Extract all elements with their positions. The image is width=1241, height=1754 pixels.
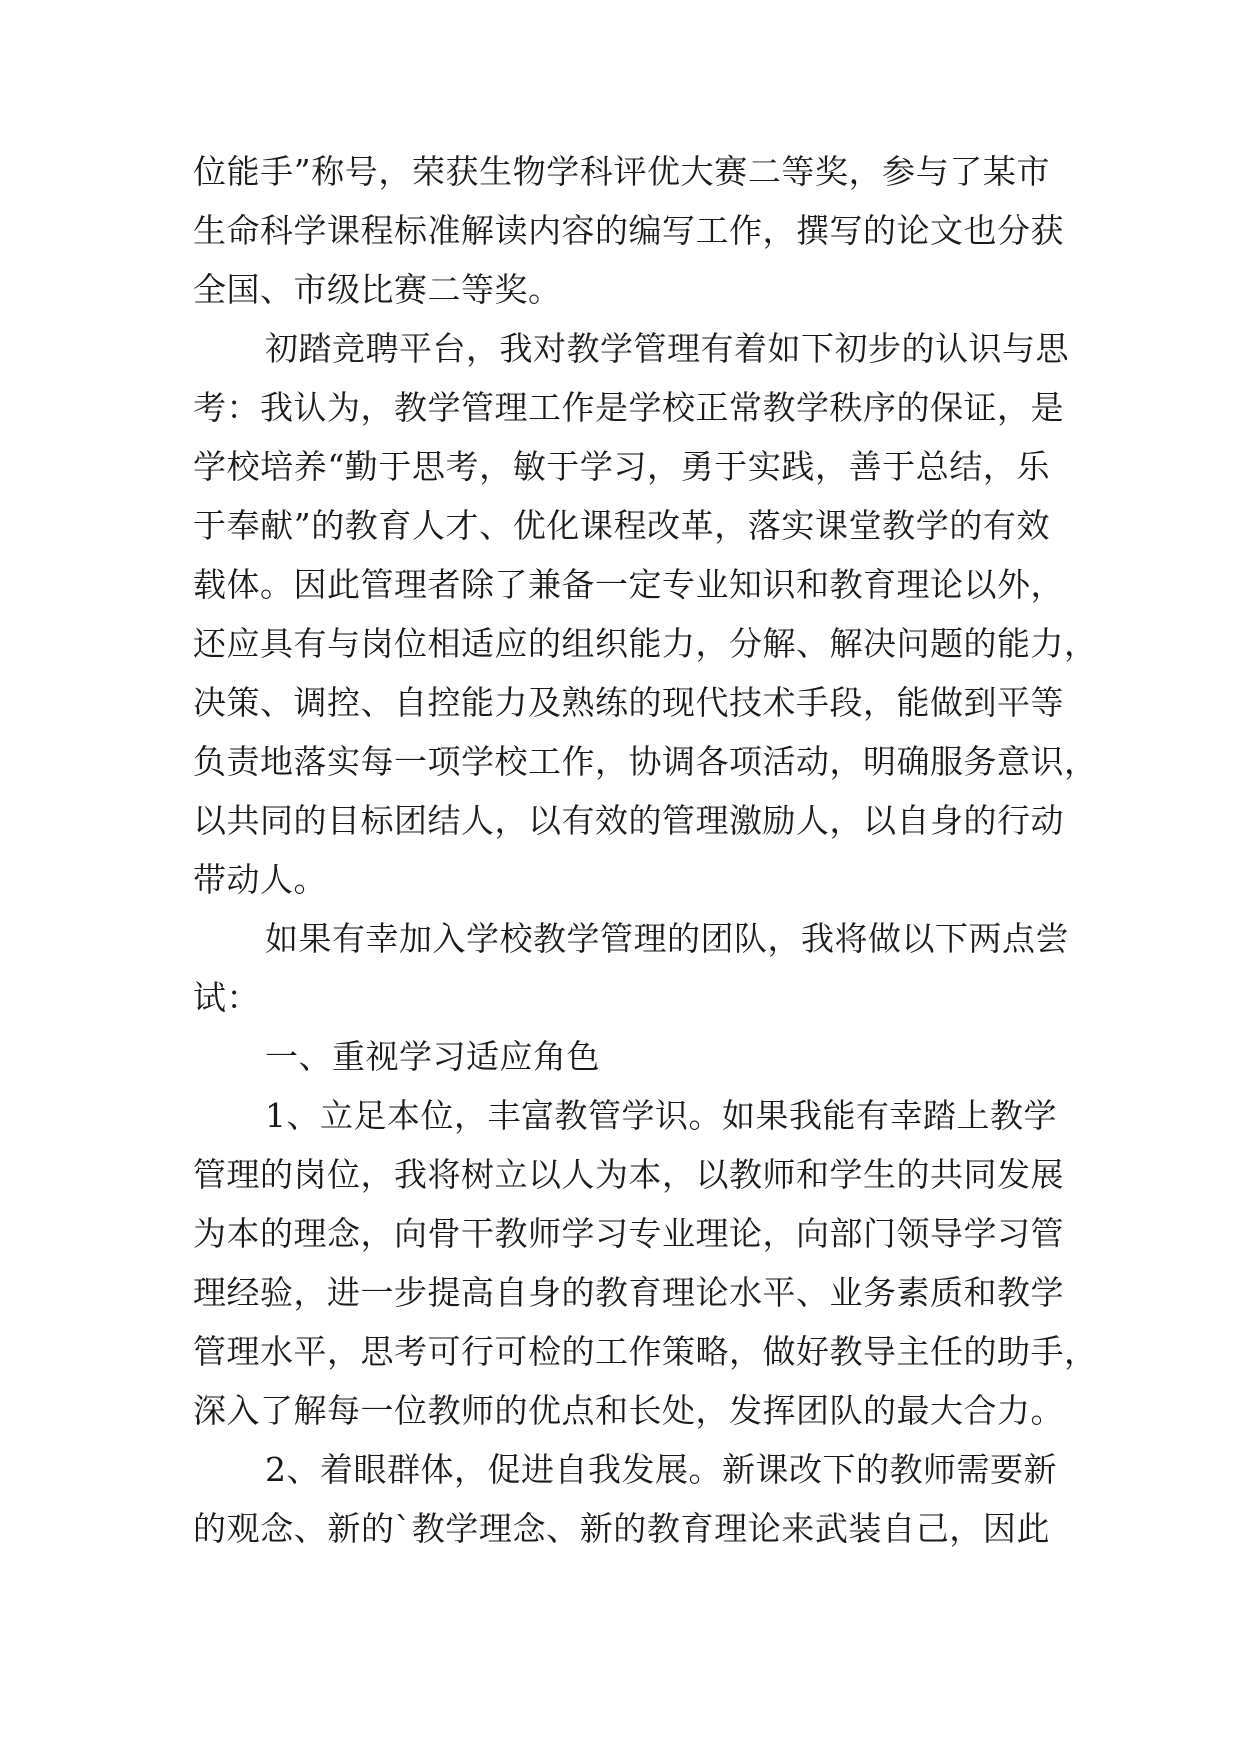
text-line: 生命科学课程标准解读内容的编写工作，撰写的论文也分获 <box>193 211 1064 250</box>
text-line: 负责地落实每一项学校工作，协调各项活动，明确服务意识， <box>193 742 1098 781</box>
text-line: 全国、市级比赛二等奖。 <box>193 270 562 309</box>
text-line: 理经验，进一步提高自身的教育理论水平、业务素质和教学 <box>193 1273 1064 1312</box>
text-line: 以共同的目标团结人，以有效的管理激励人，以自身的行动 <box>193 801 1064 840</box>
text-line: 管理水平，思考可行可检的工作策略，做好教导主任的助手， <box>193 1332 1098 1371</box>
text-line: 的观念、新的`教学理念、新的教育理论来武装自己，因此 <box>193 1509 1050 1548</box>
paragraph-first-line: 2、着眼群体，促进自我发展。新课改下的教师需要新 <box>265 1450 1057 1489</box>
paragraph-first-line: 1、立足本位，丰富教管学识。如果我能有幸踏上教学 <box>265 1096 1057 1135</box>
text-line: 深入了解每一位教师的优点和长处，发挥团队的最大合力。 <box>193 1391 1064 1430</box>
text-line: 位能手”称号，荣获生物学科评优大赛二等奖，参与了某市 <box>193 152 1050 191</box>
text-line: 试： <box>193 978 260 1017</box>
text-line: 于奉献”的教育人才、优化课程改革，落实课堂教学的有效 <box>193 506 1050 545</box>
text-line: 载体。因此管理者除了兼备一定专业知识和教育理论以外， <box>193 565 1064 604</box>
paragraph-first-line: 初踏竞聘平台，我对教学管理有着如下初步的认识与思 <box>265 329 1069 368</box>
text-line: 学校培养“勤于思考，敏于学习，勇于实践，善于总结，乐 <box>193 447 1050 486</box>
section-heading: 一、重视学习适应角色 <box>265 1037 600 1076</box>
text-line: 为本的理念，向骨干教师学习专业理论，向部门领导学习管 <box>193 1214 1064 1253</box>
text-line: 还应具有与岗位相适应的组织能力，分解、解决问题的能力， <box>193 624 1098 663</box>
text-line: 管理的岗位，我将树立以人为本，以教师和学生的共同发展 <box>193 1155 1064 1194</box>
text-line: 决策、调控、自控能力及熟练的现代技术手段，能做到平等 <box>193 683 1064 722</box>
paragraph-first-line: 如果有幸加入学校教学管理的团队，我将做以下两点尝 <box>265 919 1069 958</box>
text-line: 带动人。 <box>193 860 327 899</box>
text-line: 考：我认为，教学管理工作是学校正常教学秩序的保证，是 <box>193 388 1064 427</box>
